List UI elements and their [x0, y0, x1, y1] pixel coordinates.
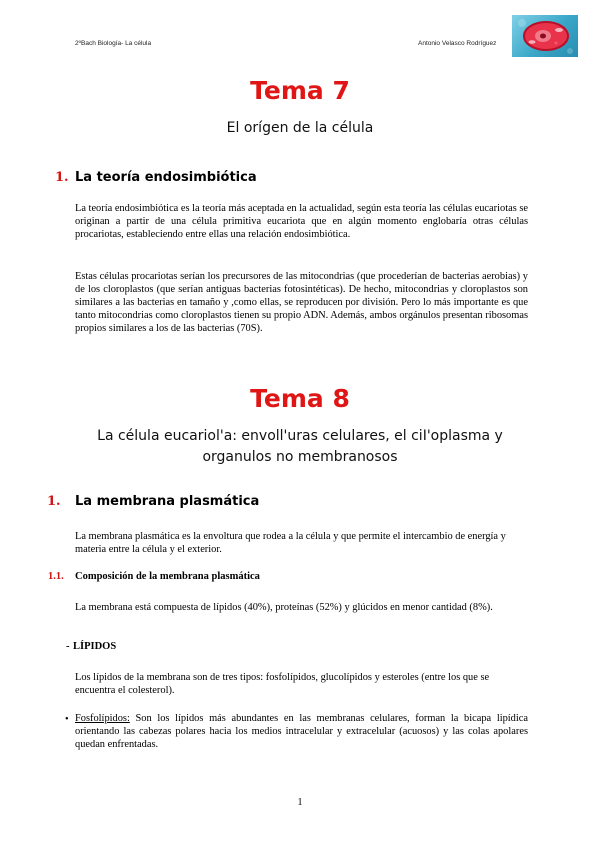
section-number: 1. [47, 494, 61, 509]
header-right: Antonio Velasco Rodríguez [418, 40, 497, 47]
tema8-subtitle-line2: organulos no membranosos [202, 449, 398, 465]
fosfolipidos-text: Son los lípidos más abundantes en las membranas celulares, forman la bicapa lipídica orientando las cabezas polares hacia los medios intracelular y extracelular (acuosos) y las colas apolares quedan enfrentadas. [75, 713, 528, 750]
tema8-title: Tema 8 [250, 384, 350, 413]
paragraph: Los lípidos de la membrana son de tres tipos: fosfolípidos, glucolípidos y esteroles (entre los que se encuentra el colesterol). [75, 672, 490, 696]
lipidos-heading: LÍPIDOS [73, 641, 117, 652]
tema7-subtitle: El orígen de la célula [226, 120, 374, 136]
paragraph: Estas células procariotas serían los precursores de las mitocondrias (que procederían de bacterias aerobias) y de los cloroplastos (que serían antiguas bacterias fotosintéticas). De hecho, mitocondrias y cloroplastos son similares a las bacterias en tamaño y ,como ellas, se reproducen por división. Pero lo más importante es que tanto mitocondrias como cloroplastos tienen su propio ADN. Además, ambos orgánulos presentan ribosomas propios similares a los de las bacterias (70S). [75, 271, 528, 334]
subsection-title: Composición de la membrana plasmática [75, 571, 260, 582]
section-title: La teoría endosimbiótica [75, 170, 257, 185]
fosfolipidos-term: Fosfolípidos: [75, 713, 130, 724]
tema7-title: Tema 7 [250, 76, 350, 105]
header-left: 2ºBach Biología- La célula [75, 40, 152, 47]
tema8-subtitle-line1: La célula eucariol'a: envoll'uras celulares, el ciI'oplasma y [97, 428, 503, 444]
paragraph: La teoría endosimbiótica es la teoría más aceptada en la actualidad, según esta teoría las células eucariotas se originan a partir de una célula primitiva eucariota que en algún momento englobaría otras células procariotas, estableciendo entre ellas una relación endosimbiótica. [75, 203, 528, 240]
list-dash: - [66, 641, 70, 652]
paragraph: La membrana está compuesta de lípidos (40%), proteínas (52%) y glúcidos en menor cantidad (8%). [75, 602, 493, 613]
fosfolipidos-paragraph [75, 712, 528, 751]
page-number: 1 [297, 797, 303, 808]
section-number: 1. [55, 170, 69, 185]
subsection-number: 1.1. [48, 571, 64, 582]
bullet: • [65, 714, 69, 725]
cell-image [512, 15, 578, 57]
paragraph: La membrana plasmática es la envoltura que rodea a la célula y que permite el intercambio de energía y materia entre la célula y el exterior. [75, 531, 506, 555]
section-title: La membrana plasmática [75, 494, 260, 509]
